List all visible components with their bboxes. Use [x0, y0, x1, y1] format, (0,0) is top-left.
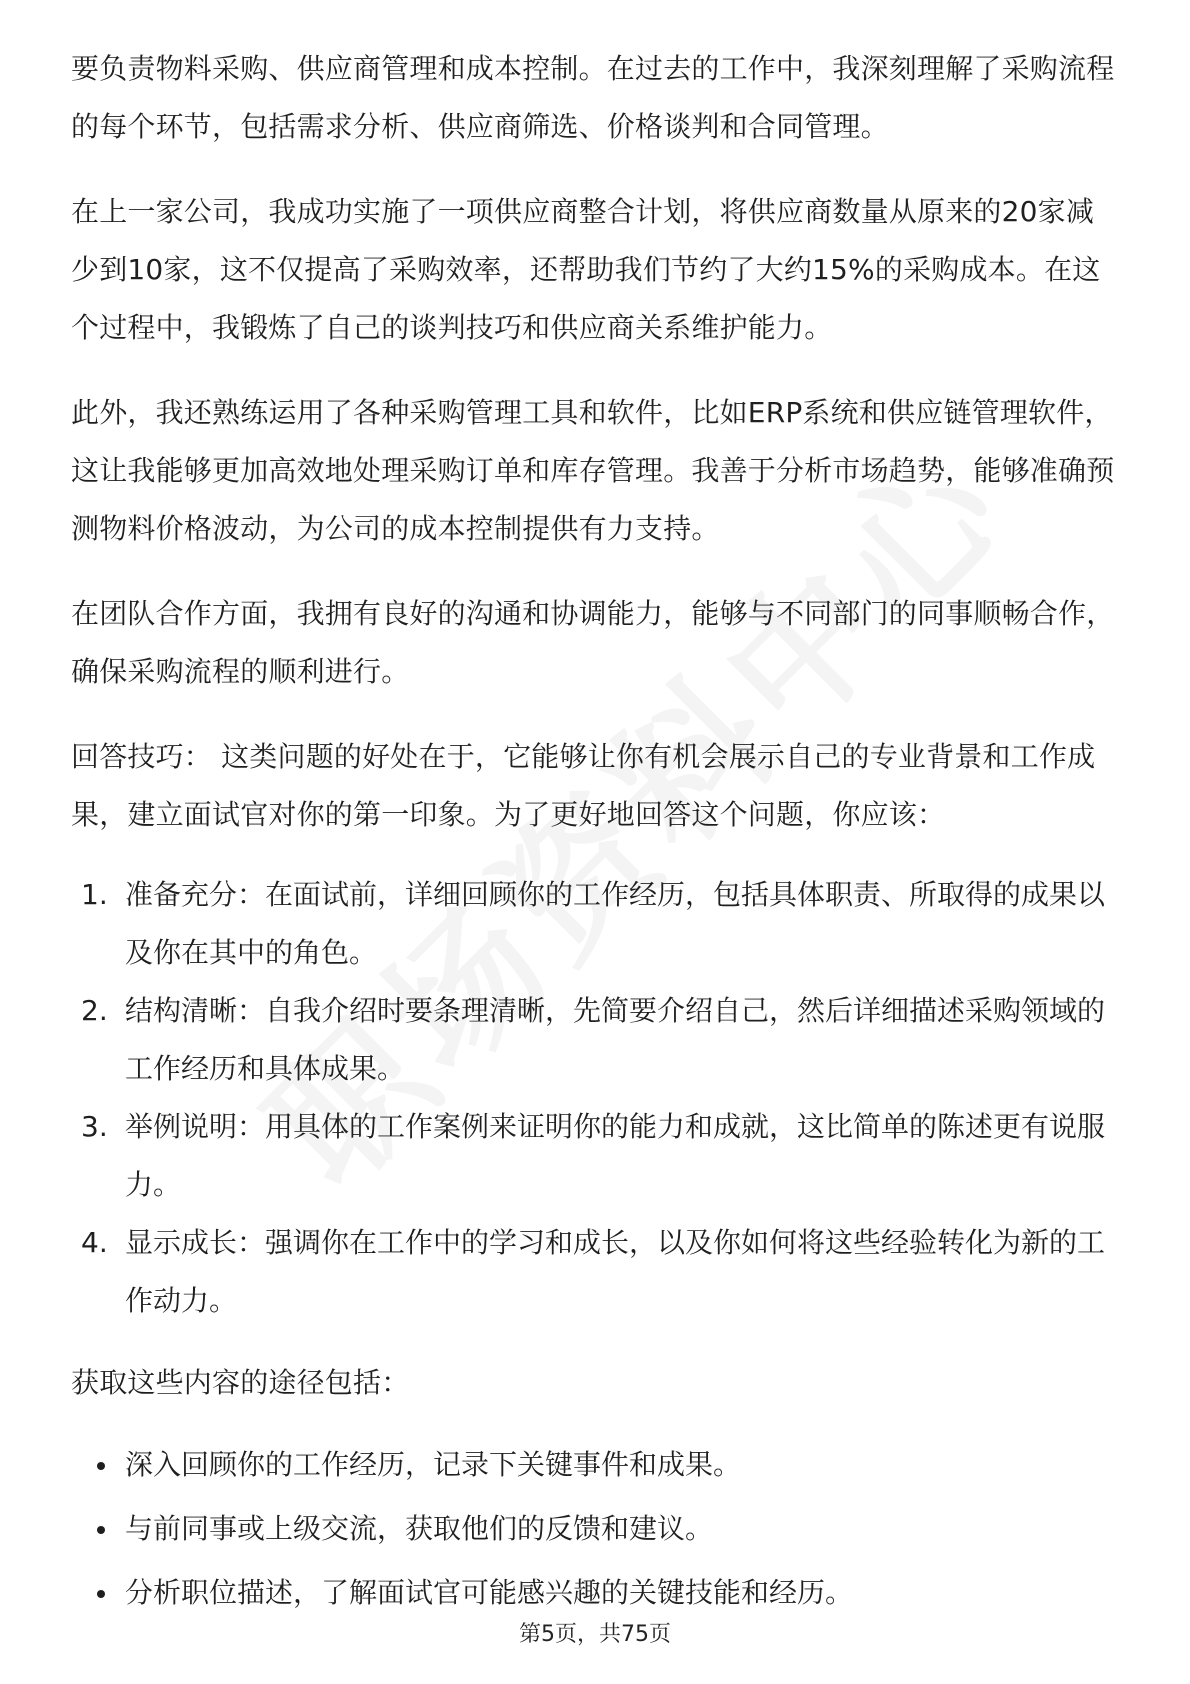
tips-numbered-list [71, 866, 1121, 1330]
list-item-number: 1. [81, 878, 108, 911]
list-item-text: 深入回顾你的工作经历，记录下关键事件和成果。 [125, 1448, 742, 1481]
bullet-icon [97, 1462, 105, 1470]
list-item [71, 1098, 1121, 1214]
list-item-number: 4. [81, 1226, 108, 1259]
bullet-icon [97, 1590, 105, 1598]
document-body [71, 40, 1121, 1628]
list-item [71, 1500, 1121, 1558]
list-item [71, 1214, 1121, 1330]
list-item-text: 举例说明：用具体的工作案例来证明你的能力和成就，这比简单的陈述更有说服力。 [125, 1110, 1106, 1201]
list-item [71, 866, 1121, 982]
list-item-number: 3. [81, 1110, 108, 1143]
sources-bullet-list [71, 1436, 1121, 1622]
list-item-text: 分析职位描述，了解面试官可能感兴趣的关键技能和经历。 [125, 1576, 854, 1609]
list-item-text: 与前同事或上级交流，获取他们的反馈和建议。 [125, 1512, 714, 1545]
list-item-number: 2. [81, 994, 108, 1027]
paragraph-responsibilities: 要负责物料采购、供应商管理和成本控制。在过去的工作中，我深刻理解了采购流程的每个环节，包括需求分析、供应商筛选、价格谈判和合同管理。 [71, 52, 1115, 143]
list-item [71, 1436, 1121, 1494]
paragraph-sources-intro: 获取这些内容的途径包括： [71, 1366, 410, 1399]
list-item [71, 1564, 1121, 1622]
list-item [71, 982, 1121, 1098]
list-item-text: 结构清晰：自我介绍时要条理清晰，先简要介绍自己，然后详细描述采购领域的工作经历和具体成果。 [125, 994, 1106, 1085]
list-item-text: 显示成长：强调你在工作中的学习和成长，以及你如何将这些经验转化为新的工作动力。 [125, 1226, 1106, 1317]
bullet-icon [97, 1526, 105, 1534]
paragraph-answer-tips: 回答技巧： 这类问题的好处在于，它能够让你有机会展示自己的专业背景和工作成果，建立面试官对你的第一印象。为了更好地回答这个问题，你应该： [71, 740, 1096, 831]
page-footer: 第5页，共75页 [519, 1622, 671, 1647]
list-item-text: 准备充分：在面试前，详细回顾你的工作经历，包括具体职责、所取得的成果以及你在其中的角色。 [125, 878, 1106, 969]
paragraph-tools: 此外，我还熟练运用了各种采购管理工具和软件，比如ERP系统和供应链管理软件，这让我能够更加高效地处理采购订单和库存管理。我善于分析市场趋势，能够准确预测物料价格波动，为公司的成本控制提供有力支持。 [71, 396, 1115, 545]
paragraph-achievement: 在上一家公司，我成功实施了一项供应商整合计划，将供应商数量从原来的20家减少到10家，这不仅提高了采购效率，还帮助我们节约了大约15%的采购成本。在这个过程中，我锻炼了自己的谈判技巧和供应商关系维护能力。 [71, 195, 1101, 344]
paragraph-teamwork: 在团队合作方面，我拥有良好的沟通和协调能力，能够与不同部门的同事顺畅合作，确保采购流程的顺利进行。 [71, 597, 1115, 688]
